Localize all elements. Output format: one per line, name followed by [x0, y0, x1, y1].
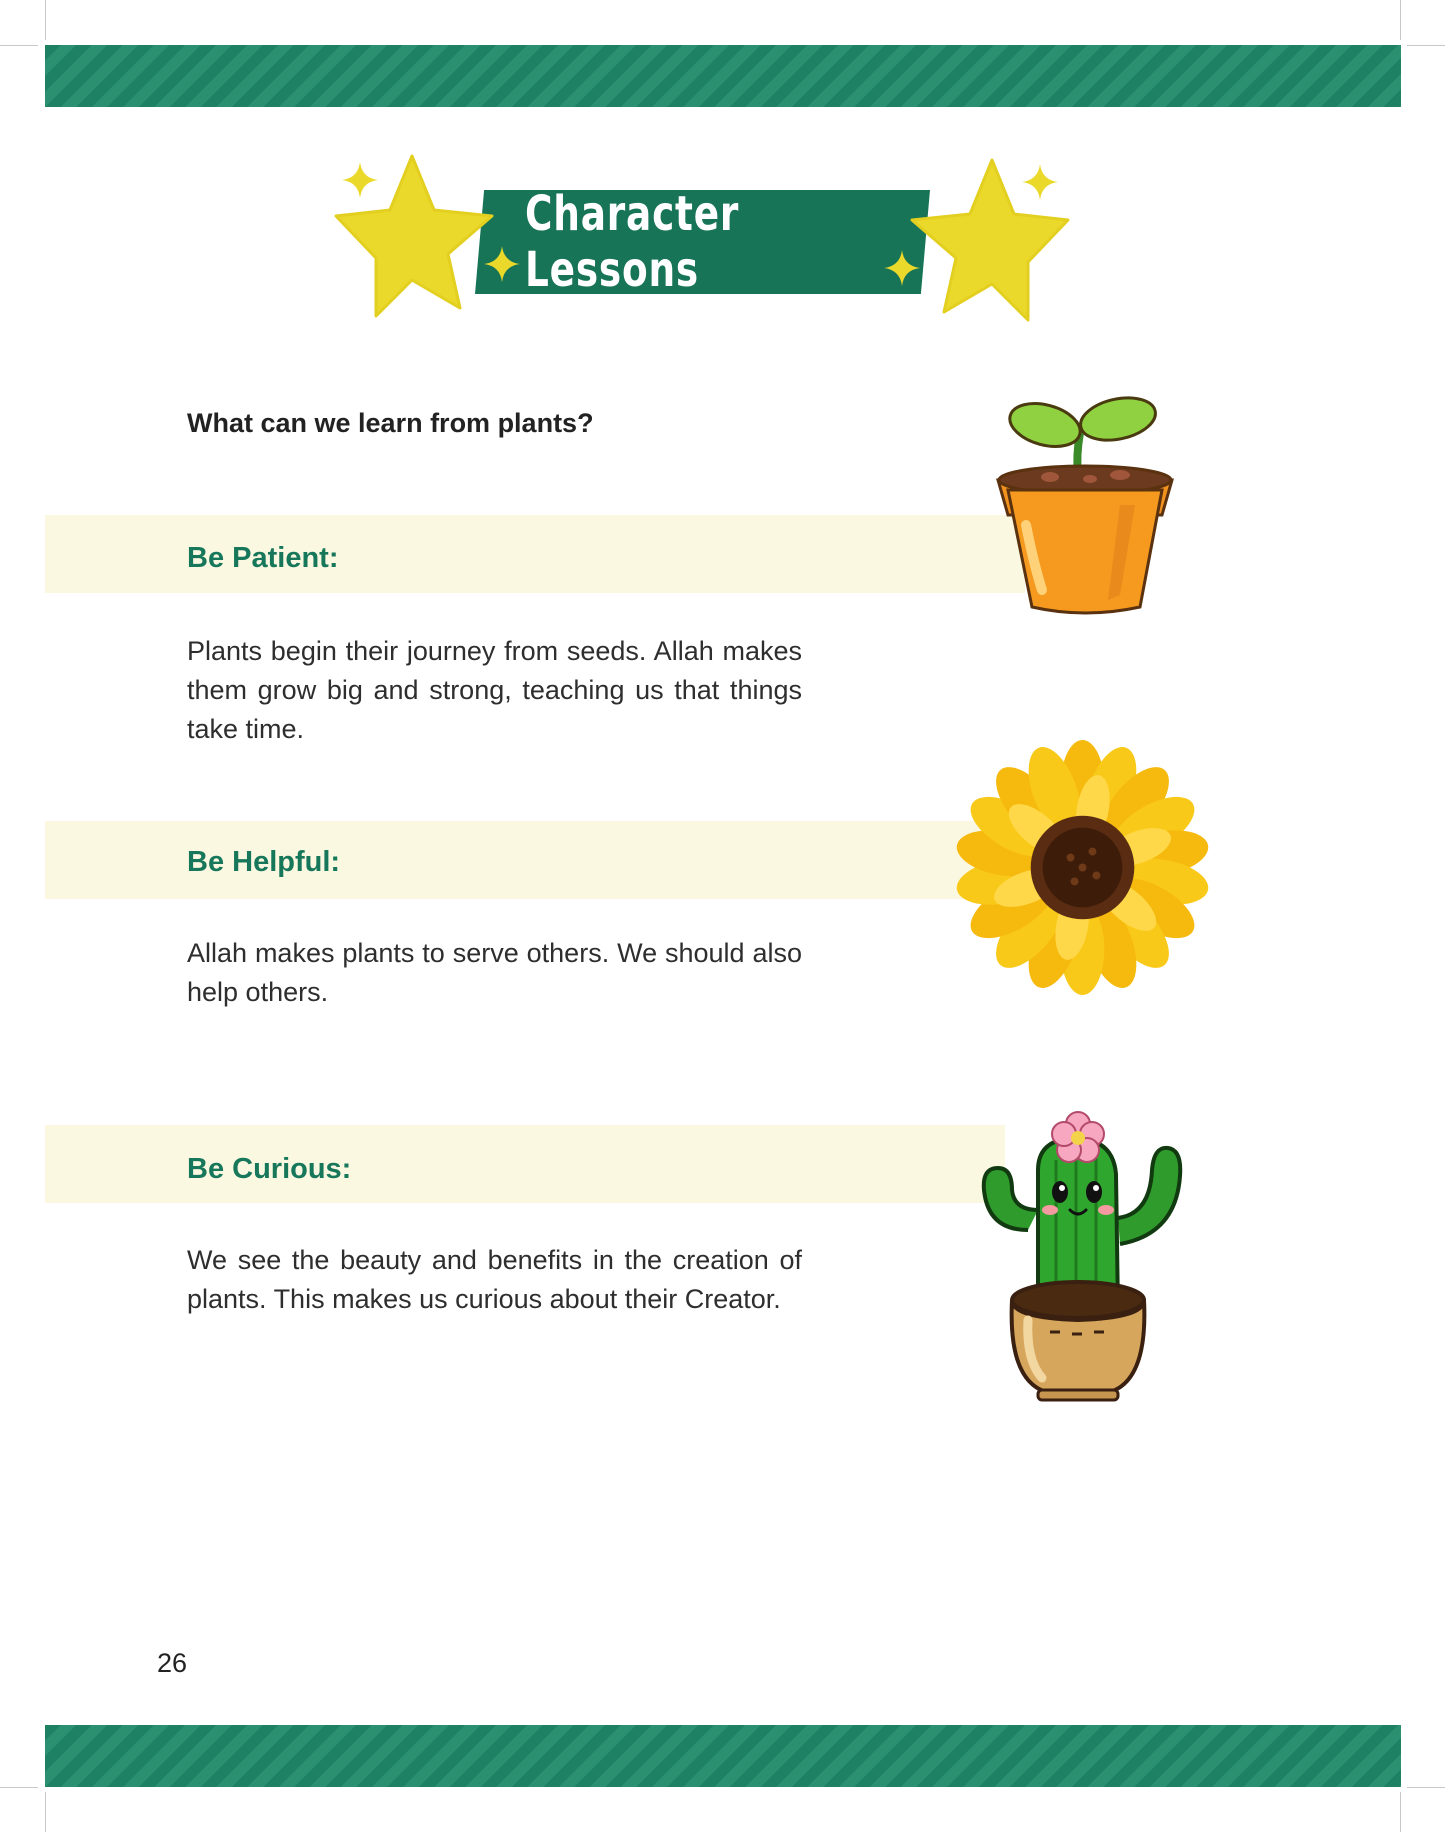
- sparkle-icon: [340, 160, 380, 200]
- crop-mark: [1400, 1792, 1401, 1832]
- lesson-heading: Be Helpful:: [187, 846, 341, 878]
- top-striped-band: [45, 45, 1401, 107]
- sprout-in-pot-icon: [990, 395, 1180, 625]
- title-banner: [330, 150, 1070, 325]
- crop-mark: [1407, 45, 1445, 46]
- page-title: Character Lessons: [525, 186, 740, 298]
- sparkle-icon: [882, 248, 922, 288]
- crop-mark: [0, 45, 38, 46]
- lesson-heading: Be Curious:: [187, 1153, 352, 1185]
- sparkle-icon: [482, 244, 522, 284]
- smiling-cactus-icon: [968, 1110, 1193, 1410]
- lesson-text: Allah makes plants to serve others. We should also help others.: [187, 938, 802, 1007]
- crop-mark: [45, 0, 46, 40]
- crop-mark: [1400, 0, 1401, 40]
- intro-question: What can we learn from plants?: [187, 408, 594, 438]
- crop-mark: [1407, 1787, 1445, 1788]
- lesson-text: We see the beauty and benefits in the creation of plants. This makes us curious about their Creator.: [187, 1245, 802, 1314]
- crop-mark: [45, 1792, 46, 1832]
- lesson-heading: Be Patient:: [187, 542, 339, 574]
- page-number: 26: [157, 1648, 188, 1678]
- sparkle-icon: [1020, 162, 1060, 202]
- lesson-heading-band: [45, 821, 985, 899]
- lesson-text: Plants begin their journey from seeds. Allah makes them grow big and strong, teaching us that things take time.: [187, 636, 802, 744]
- crop-mark: [0, 1787, 38, 1788]
- bottom-striped-band: [45, 1725, 1401, 1787]
- sunflower-icon: [955, 740, 1210, 995]
